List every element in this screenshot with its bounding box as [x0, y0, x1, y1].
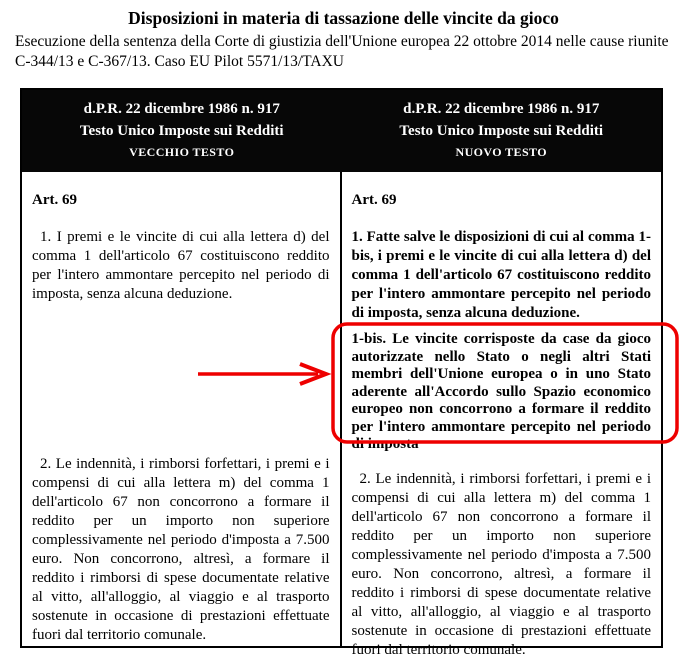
new-comma-2: 2. Le indennità, i rimborsi forfettari, i premi e i compensi di cui alla lettera m) del comma 1 dell'articolo 67 non concorrono a formare il reddito per un importo non superiore complessivamente nel periodo d'imposta a 7.500 euro. Non concorrono, altresì, a formare il reddito i rimborsi di spese documentate relative al vitto, all'alloggio, al viaggio e al trasporto sostenute in occasione di prestazioni effettuate fuori dal territorio comunale. [351, 470, 651, 658]
old-header-version-label: VECCHIO TESTO [129, 145, 235, 159]
new-text-cell [342, 172, 662, 658]
new-comma-1: 1. Fatte salve le disposizioni di cui al comma 1-bis, i premi e le vincite di cui alla lettera d) del comma 1 dell'articolo 67 costituiscono reddito per l'intero ammontare percepito nel periodo di imposta, senza alcuna deduzione. [351, 229, 651, 321]
page-title: Disposizioni in materia di tassazione delle vincite da gioco [128, 8, 559, 28]
new-text-column-header [342, 90, 662, 172]
table-body-row [22, 172, 661, 658]
old-comma-2: 2. Le indennità, i rimborsi forfettari, i premi e i compensi di cui alla lettera m) del comma 1 dell'articolo 67 non concorrono a formare il reddito per un importo non superiore complessivamente nel periodo d'imposta a 7.500 euro. Non concorrono, altresì, a formare il reddito i rimborsi di spese documentate relative al vitto, all'alloggio, al viaggio e al trasporto sostenute in occasione di prestazioni effettuate fuori dal territorio comunale. [32, 456, 330, 643]
page-subtitle: Esecuzione della sentenza della Corte di giustizia dell'Unione europea 22 ottobre 2014 nelle cause riunite C-344/13 e C-367/13. Caso EU Pilot 5571/13/TAXU [15, 33, 669, 70]
old-article-heading: Art. 69 [32, 192, 77, 208]
table-header-row [22, 90, 661, 172]
highlighted-paragraph-container [352, 331, 652, 454]
new-comma-1bis: 1-bis. Le vincite corrisposte da case da gioco autorizzate nello Stato o negli altri Stati membri dell'Unione europea o in uno Stato aderente all'Accordo sullo Spazio economico europeo non concorrono a formare il reddito per l'intero ammontare percepito nel periodo di imposta [351, 331, 651, 452]
new-header-version-label: NUOVO TESTO [455, 145, 547, 159]
red-arrow-icon [196, 361, 332, 387]
new-header-law-name: Testo Unico Imposte sui Redditi [399, 123, 604, 139]
comparison-table [20, 88, 663, 658]
new-header-decree: d.P.R. 22 dicembre 1986 n. 917 [403, 101, 600, 117]
old-header-law-name: Testo Unico Imposte sui Redditi [79, 123, 284, 139]
old-header-decree: d.P.R. 22 dicembre 1986 n. 917 [83, 101, 280, 117]
new-article-heading: Art. 69 [351, 192, 397, 208]
old-text-column-header [22, 90, 342, 172]
old-text-cell [22, 172, 342, 648]
old-comma-1: 1. I premi e le vincite di cui alla lettera d) del comma 1 dell'articolo 67 costituiscono reddito per l'intero ammontare percepito nel periodo di imposta, senza alcuna deduzione. [32, 229, 330, 302]
